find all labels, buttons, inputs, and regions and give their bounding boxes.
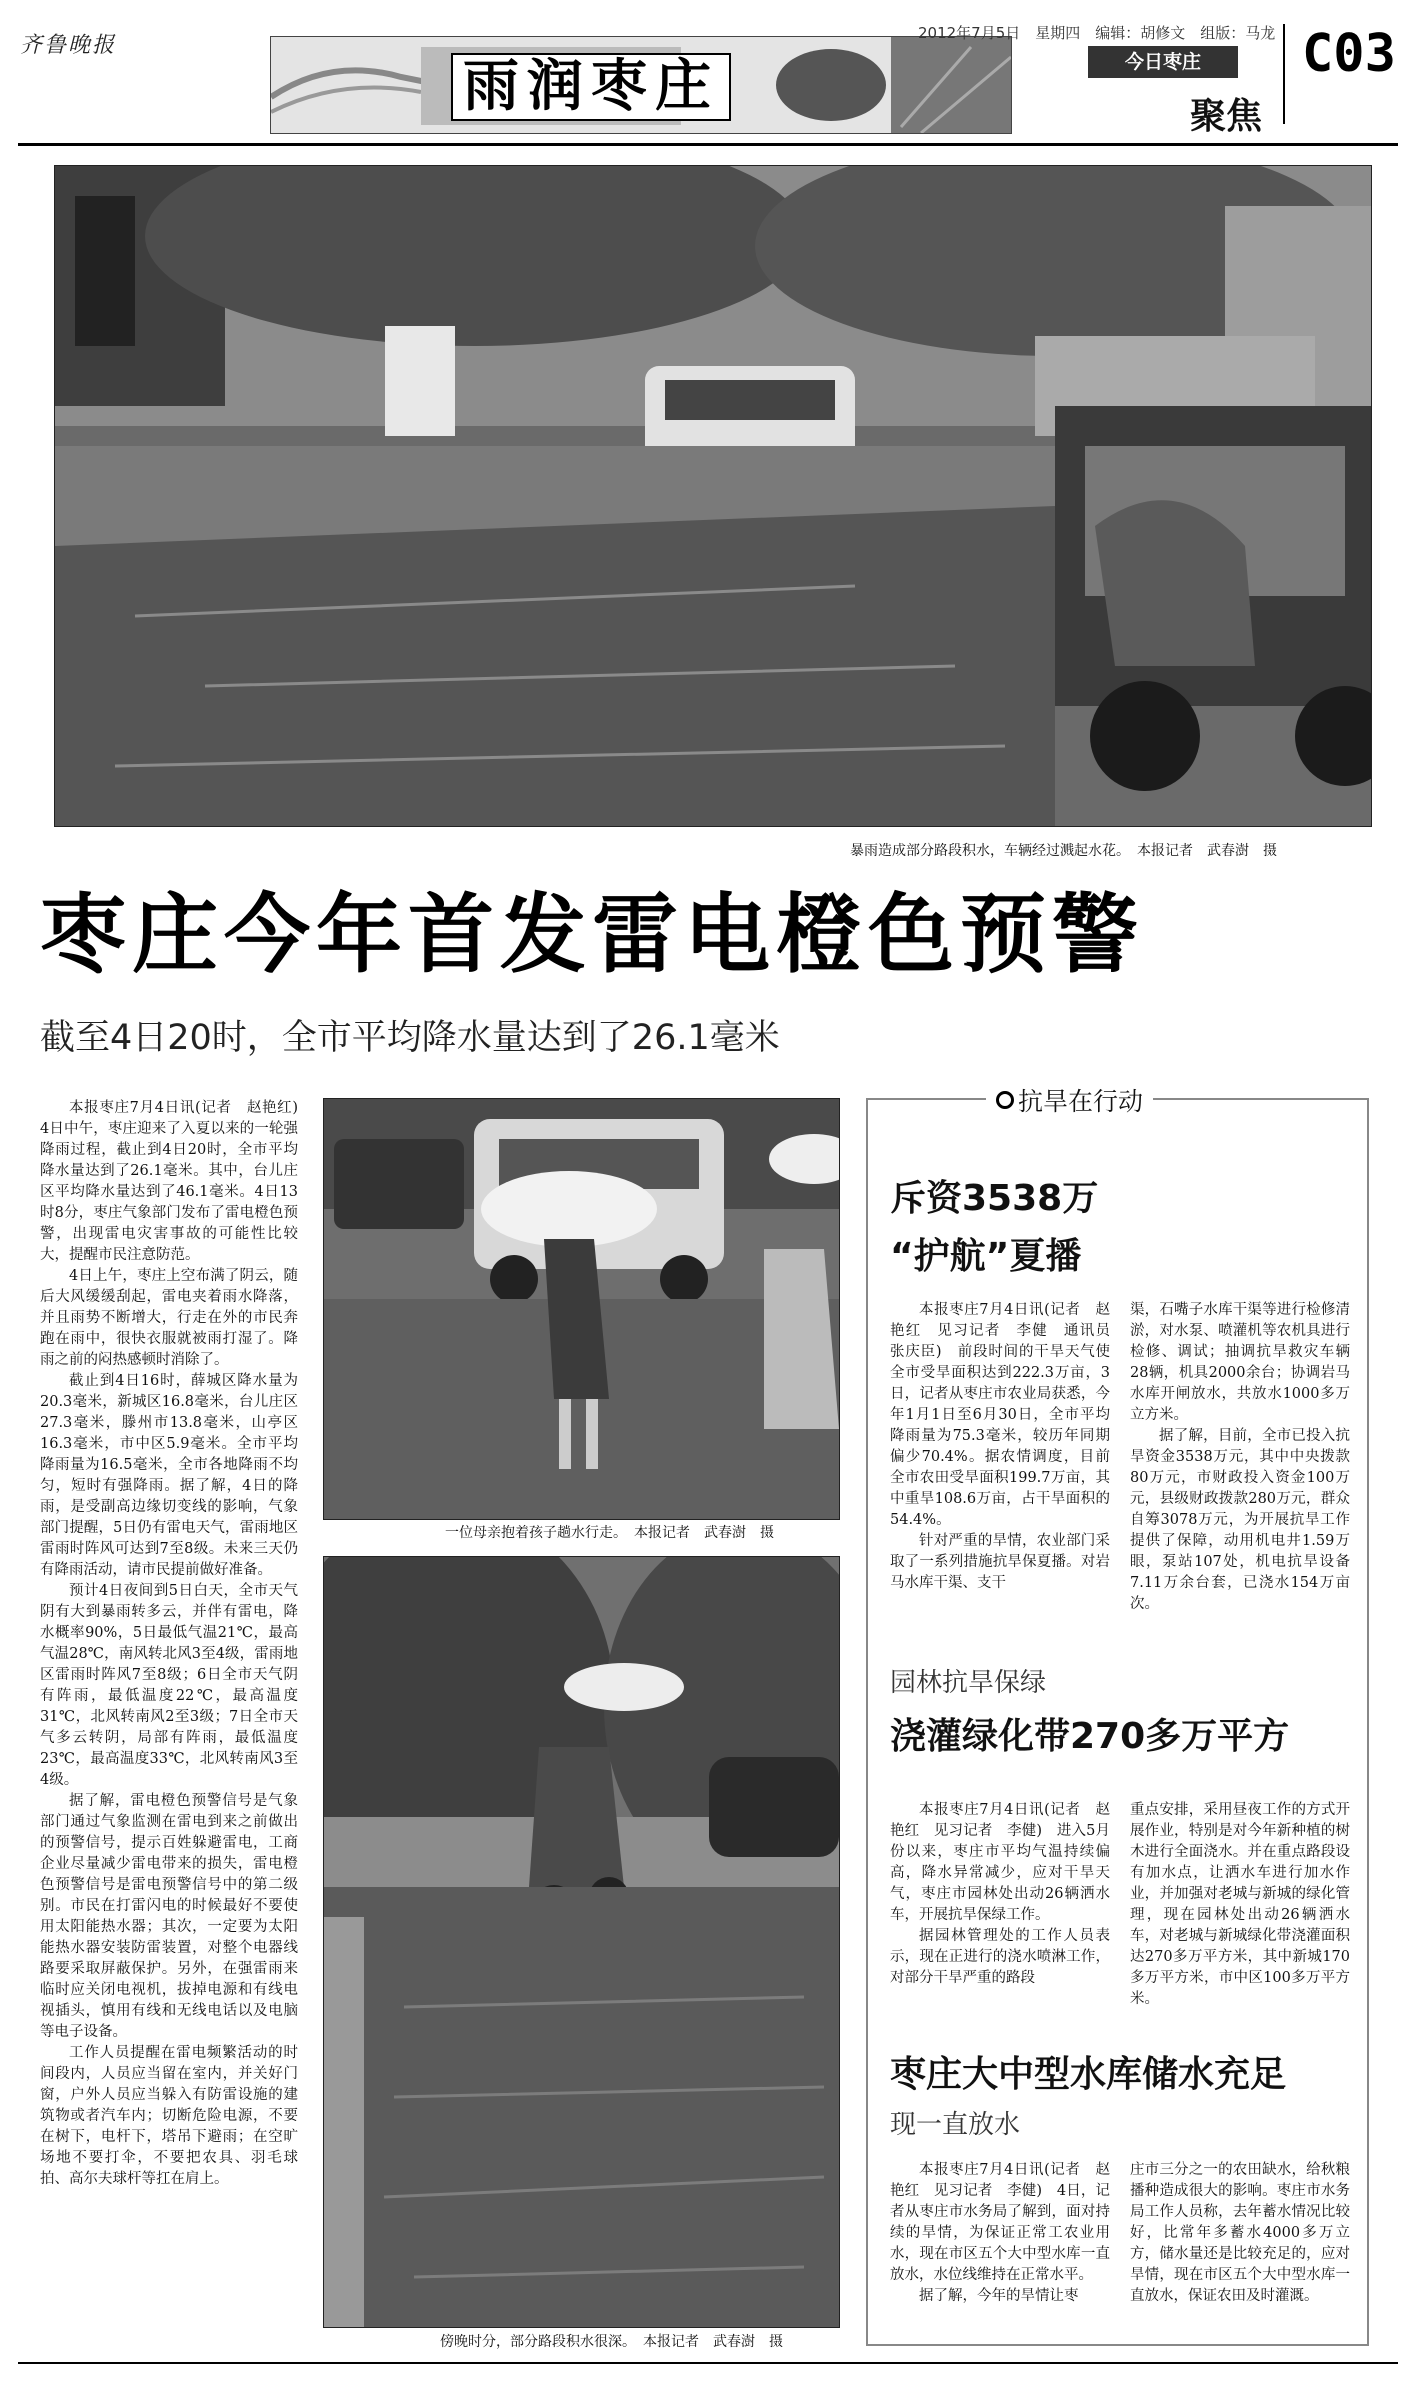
sidebar-tag [986, 1082, 1153, 1118]
main-article-paragraph: 工作人员提醒在雷电频繁活动的时间段内，人员应当留在室内，并关好门窗，户外人员应当躲入有防雷设施的建筑物或者汽车内；切断危险电源，不要在树下，电杆下，塔吊下避雨；在空旷场地不要打伞，不要把农具、羽毛球拍、高尔夫球杆等扛在肩上。 [40, 2045, 298, 2187]
masthead-logo: 齐鲁晚报 [20, 33, 117, 58]
flooded-road-scene-icon [324, 1557, 839, 2327]
story3-subtitle: 现一直放水 [890, 2110, 1021, 2140]
subheadline: 截至4日20时，全市平均降水量达到了26.1毫米 [40, 1018, 780, 1058]
mother-carrying-child-scene-icon [324, 1099, 839, 1519]
story1-title-line2: “护航”夏播 [890, 1236, 1082, 1277]
section-tag: 今日枣庄 [1088, 46, 1238, 78]
mid-photo-2 [323, 1556, 840, 2328]
story2-kicker: 园林抗旱保绿 [890, 1668, 1047, 1698]
story2-paragraph: 重点安排，采用昼夜工作的方式开展作业，特别是对今年新种植的树木进行全面浇水。并在重点路段设有加水点，让洒水车进行加水作业，并加强对老城与新城的绿化管理，现在园林处出动26辆洒水车，对老城与新城绿化带浇灌面积达270多万平方米，其中新城170多万平方米，市中区100多万平方米。 [1130, 1802, 1350, 2007]
story2-paragraph: 本报枣庄7月4日讯(记者 赵艳红 见习记者 李健) 进入5月份以来，枣庄市平均气温持续偏高，降水异常减少，应对干旱天气，枣庄市园林处出动26辆洒水车，开展抗旱保绿工作。 [890, 1802, 1110, 1923]
story2-paragraph: 据园林管理处的工作人员表示，现在正进行的浇水喷淋工作，对部分干旱严重的路段 [890, 1928, 1110, 1986]
main-article [40, 1098, 313, 2190]
mid-photo-2-caption: 傍晚时分，部分路段积水很深。 本报记者 武春澍 摄 [440, 2334, 783, 2350]
headline: 枣庄今年首发雷电橙色预警 [40, 885, 1144, 985]
story3-title: 枣庄大中型水库储水充足 [890, 2054, 1287, 2095]
story2-title: 浇灌绿化带270多万平方 [890, 1716, 1290, 1757]
story1-paragraph: 渠，石嘴子水库干渠等进行检修清淤，对水泵、喷灌机等农机具进行检修、调试；抽调抗旱救灾车辆28辆，机具2000余台；协调岩马水库开闸放水，共放水1000多万立方米。 [1130, 1302, 1350, 1423]
header-rule [18, 143, 1398, 146]
mid-photo-1-caption: 一位母亲抱着孩子趟水行走。 本报记者 武春澍 摄 [445, 1525, 774, 1541]
main-article-paragraph: 本报枣庄7月4日讯(记者 赵艳红) 4日中午，枣庄迎来了入夏以来的一轮强降雨过程，截止到4日20时，全市平均降水量达到了26.1毫米。其中，台儿庄区平均降水量达到了46.1毫米。4日13时8分，枣庄气象部门发布了雷电橙色预警，出现雷电灾害事故的可能性比较大，提醒市民注意防范。 [40, 1100, 313, 1263]
bottom-rule [18, 2362, 1398, 2364]
story2-column-2 [1130, 1800, 1350, 2010]
story1-paragraph: 针对严重的旱情，农业部门采取了一系列措施抗旱保夏播。对岩马水库干渠、支干 [890, 1533, 1110, 1591]
street-flood-scene-icon [55, 166, 1371, 826]
top-photo-caption: 暴雨造成部分路段积水，车辆经过溅起水花。 本报记者 武春澍 摄 [850, 843, 1277, 859]
section-title: 聚焦 [1190, 96, 1263, 137]
story1-paragraph: 据了解，目前，全市已投入抗旱资金3538万元，其中中央拨款80万元，市财政投入资金100万元，县级财政拨款280万元，群众自筹3078万元，为开展抗旱工作提供了保障，动用机电井1.59万眼，泵站107处，机电抗旱设备7.11万余台套，已浇水154万亩次。 [1130, 1428, 1350, 1612]
story1-column-1 [890, 1300, 1125, 1594]
mid-photo-1 [323, 1098, 840, 1520]
story3-column-2 [1130, 2160, 1350, 2307]
story1-column-2 [1130, 1300, 1350, 1615]
story2-column-1 [890, 1800, 1110, 1989]
main-article-paragraph: 截止到4日16时，薛城区降水量为20.3毫米，新城区16.8毫米，台儿庄区27.3毫米，滕州市13.8毫米，山亭区16.3毫米，市中区5.9毫米。全市平均降雨量为16.5毫米，全市各地降雨不均匀，短时有强降雨。据了解，4日的降雨，是受副高边缘切变线的影响，气象部门提醒，5日仍有雷电天气，雷雨地区雷雨时阵风可达到7至8级。未来三天仍有降雨活动，请市民提前做好准备。 [40, 1373, 298, 1578]
story3-paragraph: 庄市三分之一的农田缺水，给秋粮播种造成很大的影响。枣庄市水务局工作人员称，去年蓄水情况比较好，比常年多蓄水4000多万立方，储水量还是比较充足的，应对旱情，现在市区五个大中型水库一直放水，保证农田及时灌溉。 [1130, 2162, 1350, 2304]
main-article-paragraph: 预计4日夜间到5日白天，全市天气阴有大到暴雨转多云，并伴有雷电，降水概率90%，5日最低气温21℃，最高气温28℃，南风转北风3至4级，雷雨地区雷雨时阵风7至8级；6日全市天气阴有阵雨，最低温度22℃，最高温度31℃，北风转南风2至3级；7日全市天气多云转阴，局部有阵雨，最低温度23℃，最高温度33℃，北风转南风3至4级。 [40, 1583, 298, 1788]
story1-paragraph: 本报枣庄7月4日讯(记者 赵艳红 见习记者 李健 通讯员 张庆臣) 前段时间的干旱天气使全市受旱面积达到222.3万亩，3日，记者从枣庄市农业局获悉，今年1月1日至6月30日，全市平均降雨量为75.3毫米，较历年同期偏少70.4%。据农情调度，目前全市农田受旱面积199.7万亩，其中重旱108.6万亩，占干旱面积的54.4%。 [890, 1302, 1125, 1528]
story1-title-line1: 斥资3538万 [890, 1178, 1099, 1219]
header-divider [1283, 24, 1285, 124]
main-article-paragraph: 4日上午，枣庄上空布满了阴云，随后大风缓缓刮起，雷电夹着雨水降落，并且雨势不断增大，行走在外的市民奔跑在雨中，很快衣服就被雨打湿了。降雨之前的闷热感顿时消除了。 [40, 1268, 298, 1368]
banner [270, 36, 1012, 134]
story3-paragraph: 本报枣庄7月4日讯(记者 赵艳红 见习记者 李健) 4日，记者从枣庄市水务局了解到，面对持续的旱情，为保证正常工农业用水，现在市区五个大中型水库一直放水，水位线维持在正常水平。 [890, 2162, 1110, 2283]
circle-icon [996, 1091, 1014, 1109]
story3-paragraph: 据了解，今年的旱情让枣 [919, 2288, 1079, 2304]
banner-title: 雨润枣庄 [451, 53, 731, 121]
story3-column-1 [890, 2160, 1110, 2307]
sidebar-tag-label: 抗旱在行动 [1018, 1087, 1144, 1116]
meta-line: 2012年7月5日 星期四 编辑：胡修文 组版：马龙 [918, 24, 1276, 42]
page-number: C03 [1302, 24, 1396, 84]
top-photo [54, 165, 1372, 827]
main-article-paragraph: 据了解，雷电橙色预警信号是气象部门通过气象监测在雷电到来之前做出的预警信号，提示百姓躲避雷电，工商企业尽量减少雷电带来的损失，雷电橙色预警信号是雷电预警信号中的第二级别。市民在打雷闪电的时候最好不要使用太阳能热水器；其次，一定要为太阳能热水器安装防雷装置，对整个电器线路要采取屏蔽保护。另外，在强雷雨来临时应关闭电视机，拔掉电源和有线电视插头，慎用有线和无线电话以及电脑等电子设备。 [40, 1793, 298, 2040]
